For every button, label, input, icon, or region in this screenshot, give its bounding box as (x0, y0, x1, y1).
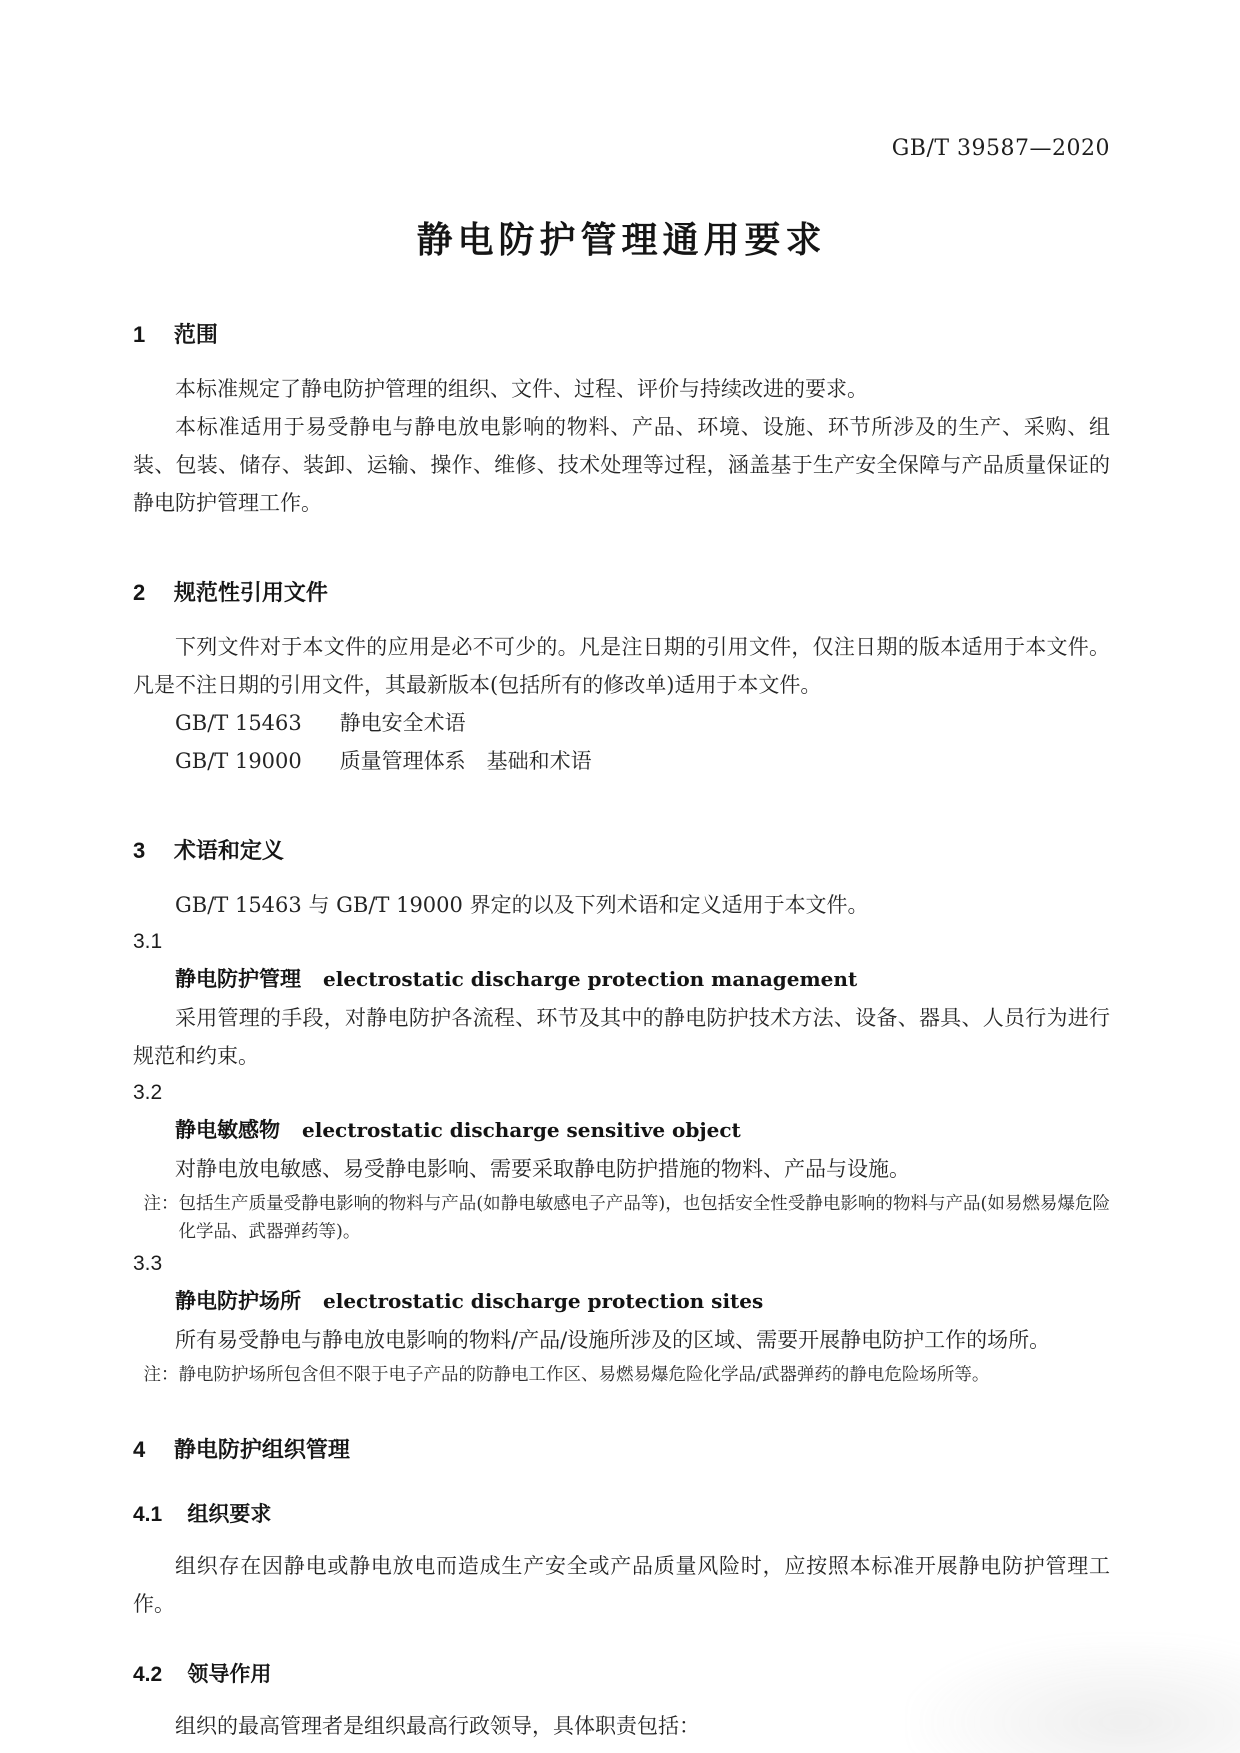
section-3-heading (133, 838, 1110, 864)
reference-2-title: 质量管理体系 基础和术语 (339, 749, 592, 773)
term-3-1-english: electrostatic discharge protection management (323, 967, 858, 991)
section-4-1-number: 4.1 (133, 1503, 163, 1526)
note-text: 包括生产质量受静电影响的物料与产品(如静电敏感电子产品等)，也包括安全性受静电影响的物料与产品(如易燃易爆危险化学品、武器弹药等)。 (178, 1194, 1110, 1242)
term-3-2-english: electrostatic discharge sensitive object (302, 1118, 741, 1142)
term-3-3-chinese: 静电防护场所 (175, 1290, 301, 1313)
normative-reference-2 (133, 742, 1110, 780)
section-4-title: 静电防护组织管理 (173, 1437, 350, 1462)
term-3-3-title (133, 1282, 1110, 1321)
section-4-1-paragraph: 组织存在因静电或静电放电而造成生产安全或产品质量风险时，应按照本标准开展静电防护管理工作。 (133, 1554, 1110, 1616)
section-2-title: 规范性引用文件 (173, 580, 328, 605)
section-4-heading (133, 1437, 1110, 1463)
note-label: 注： (143, 1194, 179, 1214)
section-2-heading (133, 580, 1110, 606)
section-4-2-heading (133, 1663, 1110, 1687)
section-3-number: 3 (133, 838, 146, 863)
term-3-2-title (133, 1111, 1110, 1150)
term-3-1-number: 3.1 (133, 930, 163, 953)
section-4-1-title: 组织要求 (187, 1503, 272, 1526)
section-1-title: 范围 (173, 322, 218, 347)
note-text: 静电防护场所包含但不限于电子产品的防静电工作区、易燃易爆危险化学品/武器弹药的静电危险场所等。 (178, 1365, 990, 1385)
reference-1-code: GB/T 15463 (175, 711, 302, 735)
normative-reference-1 (133, 704, 1110, 742)
section-4-1-heading (133, 1503, 1110, 1527)
term-3-3-number: 3.3 (133, 1252, 163, 1275)
section-1-paragraph-1: 本标准规定了静电防护管理的组织、文件、过程、评价与持续改进的要求。 (175, 377, 868, 401)
term-3-2-chinese: 静电敏感物 (175, 1119, 280, 1142)
document-title: 静电防护管理通用要求 (416, 219, 827, 260)
note-label: 注： (143, 1365, 179, 1385)
section-2-number: 2 (133, 580, 146, 605)
standard-number: GB/T 39587—2020 (891, 136, 1110, 161)
reference-2-code: GB/T 19000 (175, 749, 302, 773)
term-3-1-definition: 采用管理的手段，对静电防护各流程、环节及其中的静电防护技术方法、设备、器具、人员行为进行规范和约束。 (133, 1006, 1110, 1068)
term-3-1-chinese: 静电防护管理 (175, 968, 301, 991)
section-1-number: 1 (133, 322, 146, 347)
section-1-paragraph-2: 本标准适用于易受静电与静电放电影响的物料、产品、环境、设施、环节所涉及的生产、采购、组装、包装、储存、装卸、运输、操作、维修、技术处理等过程，涵盖基于生产安全保障与产品质量保证的静电防护管理工作。 (133, 415, 1110, 515)
term-3-3-note (144, 1361, 1111, 1389)
term-3-2-number: 3.2 (133, 1081, 163, 1104)
term-3-3-english: electrostatic discharge protection sites (323, 1289, 764, 1313)
section-4-2-title: 领导作用 (187, 1663, 272, 1686)
term-3-2-definition: 对静电放电敏感、易受静电影响、需要采取静电防护措施的物料、产品与设施。 (175, 1157, 910, 1181)
section-4-number: 4 (133, 1437, 146, 1462)
section-2-paragraph-1: 下列文件对于本文件的应用是必不可少的。凡是注日期的引用文件，仅注日期的版本适用于本文件。凡是不注日期的引用文件，其最新版本(包括所有的修改单)适用于本文件。 (133, 635, 1110, 697)
reference-1-title: 静电安全术语 (339, 711, 466, 735)
section-1-heading (133, 322, 1110, 348)
section-3-title: 术语和定义 (173, 838, 284, 863)
term-3-3-definition: 所有易受静电与静电放电影响的物料/产品/设施所涉及的区域、需要开展静电防护工作的场所。 (175, 1328, 1051, 1352)
term-3-1-title (133, 960, 1110, 999)
term-3-2-note (144, 1190, 1111, 1246)
section-4-2-paragraph: 组织的最高管理者是组织最高行政领导，具体职责包括： (175, 1714, 700, 1738)
section-4-2-number: 4.2 (133, 1663, 163, 1686)
section-3-intro: GB/T 15463 与 GB/T 19000 界定的以及下列术语和定义适用于本文件。 (175, 893, 869, 917)
